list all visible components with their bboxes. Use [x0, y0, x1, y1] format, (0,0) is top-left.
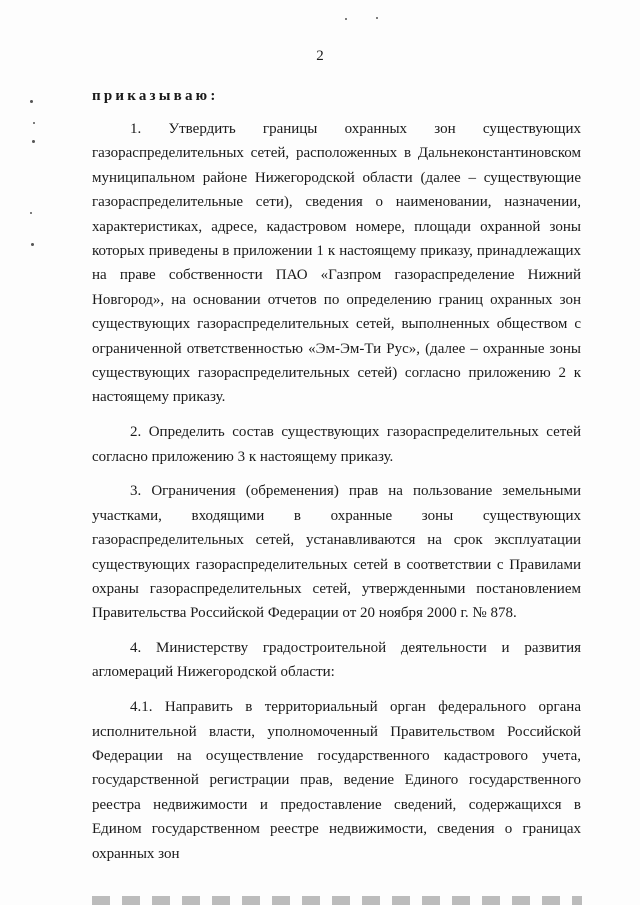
scan-speck — [30, 212, 32, 214]
cut-off-line — [92, 896, 582, 905]
paragraph-4-1: 4.1. Направить в территориальный орган федерального органа исполнительной власти, уполномоченный Правительством Российской Федерации на осуществление государственного кадастрового учета, государственной регистрации прав, ведение Единого государственного реестра недвижимости и предоставление сведений, содержащихся в Едином государственном реестре недвижимости, сведения о границах охранных зон — [92, 699, 581, 862]
paragraph-1: 1. Утвердить границы охранных зон существующих газораспределительных сетей, расположенных в Дальнеконстантиновском муниципальном районе Нижегородской области (далее – существующие газораспределительные сети), сведения о наименовании, назначении, характеристиках, адресе, кадастровом номере, площади охранной зоны которых приведены в приложении 1 к настоящему приказу, принадлежащих на праве собственности ПАО «Газпром газораспределение Нижний Новгород», на основании отчетов по определению границ охранных зон существующих газораспределительных сетей, выполненных обществом с ограниченной ответственностью «Эм-Эм-Ти Рус», (далее – охранные зоны существующих газораспределительных сетей) согласно приложению 2 к настоящему приказу. — [92, 121, 581, 406]
scan-speck — [30, 100, 33, 103]
scan-speck — [33, 122, 35, 124]
document-body — [92, 117, 581, 876]
scan-speck — [32, 140, 35, 143]
order-heading: приказываю: — [92, 88, 219, 104]
scan-speck — [31, 243, 34, 246]
paragraph-2: 2. Определить состав существующих газораспределительных сетей согласно приложению 3 к настоящему приказу. — [92, 424, 581, 465]
scan-speck — [345, 18, 347, 20]
paragraph-3: 3. Ограничения (обременения) прав на пользование земельными участками, входящими в охранные зоны существующих газораспределительных сетей, устанавливаются на срок эксплуатации существующих газораспределительных сетей в соответствии с Правилами охраны газораспределительных сетей, утвержденными постановлением Правительства Российской Федерации от 20 ноября 2000 г. № 878. — [92, 483, 581, 622]
page-number: 2 — [316, 48, 324, 64]
scan-speck — [376, 17, 378, 19]
paragraph-4: 4. Министерству градостроительной деятельности и развития агломераций Нижегородской области: — [92, 640, 581, 681]
